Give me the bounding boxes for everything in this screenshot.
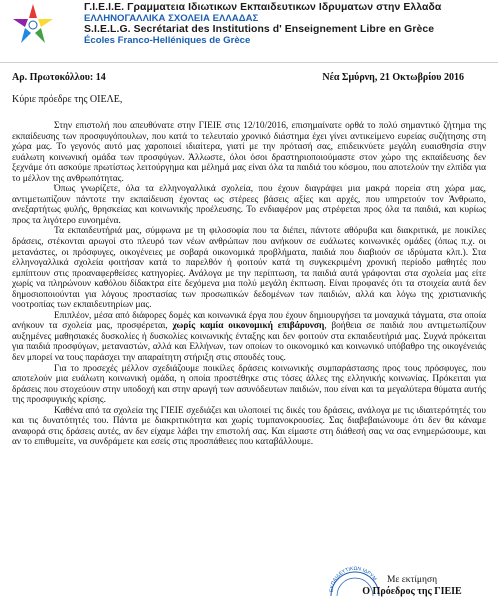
paragraph-4-end: , βοήθεια σε παιδιά που αντιμετωπίζουν αυξημένες μαθησιακές δυσκολίες ή δυσκολίες κοινωνικής ένταξης και δεν φοιτούν στα εκπαιδευτήριά μας. Συχνά πρόκειται για παιδιά προσφύγων, μεταναστών, αλλά και Ελλήνων, των οποίων το οικονομικό και κοινωνικό υπόβαθρο της οικογένειάς δεν μπορεί να τους παράσχει την απαραίτητη στήριξη στις σπουδές τους. [12, 321, 486, 364]
paragraph-3: Τα εκπαιδευτήριά μας, σύμφωνα με τη φιλοσοφία που τα διέπει, πάντοτε αθόρυβα και διακριτικά, με ποικίλες δράσεις, στέκονται αρωγοί στο πλευρό των νέων ανθρώπων που ανήκουν σε ευάλωτες κοινωνικές ομάδες (όπως π.χ. οι μετανάστες, οι πρόσφυγες, οικογένειες με σοβαρά οικονομικά προβλήματα, παιδιά που διαβιούν σε ιδρύματα κλπ.). Στα ελληνογαλλικά σχολεία φοιτήσαν κατά το παρελθόν ή φοιτούν κατά τη συγκεκριμένη χρονική περίοδο μαθητές που εμπίπτουν στις προαναφερθείσες κατηγορίες. Ανάλογα με την περίπτωση, τα παιδιά αυτά γράφονται στα σχολεία μας είτε χωρίς να πληρώνουν καθόλου δίδακτρα είτε δεχόμενα μια πολύ μεγάλη έκπτωση. Είναι προφανές ότι τα στοιχεία αυτά δεν δημοσιοποιούνται για λόγους προστασίας των προσωπικών δεδομένων των παιδιών, αλλά και λόγω της χριστιανικής νοοτροπίας των εκπαιδευτηρίων μας. [12, 226, 486, 311]
paragraph-4-start: Επιπλέον, μέσα από διάφορες δομές και κοινωνικά έργα που έχουν δημιουργήσει τα μοναχικά τάγματα, στα οποία ανήκουν τα σχολεία μας, προσφέρεται, [12, 310, 486, 332]
signatory-title: Ο Πρόεδρος της ΓΙΕΙΕ [362, 586, 462, 597]
letterhead-text [84, 2, 494, 46]
org-subtitle-greek: ΕΛΛΗΝΟΓΑΛΛΙΚΑ ΣΧΟΛΕΙΑ ΕΛΛΑΔΑΣ [84, 13, 259, 24]
paragraph-5: Για το προσεχές μέλλον σχεδιάζουμε ποικίλες δράσεις κοινωνικής συμπαράστασης προς τους πρόσφυγες, που αποτελούν μια ευάλωτη κοινωνική ομάδα, η οποία προστέθηκε στις τόσες άλλες της ελληνικής κοινωνίας. Πρόκειται για δράσεις που στοχεύουν στην υποδοχή και στην αρωγή των ασυνόδευτων παιδιών, που είναι και τα μεγαλύτερα θύματα αυτής της προσφυγικής κρίσης. [12, 363, 486, 406]
header-divider [0, 62, 498, 63]
org-subtitle-french: Écoles Franco-Helléniques de Grèce [84, 35, 251, 46]
paragraph-4-emphasis: χωρίς καμία οικονομική επιβάρυνση [172, 321, 325, 332]
paragraph-4 [12, 311, 486, 364]
closing-block [327, 575, 497, 597]
salutation: Κύριε πρόεδρε της ΟΙΕΛΕ, [12, 94, 123, 105]
letterhead [0, 0, 498, 64]
paragraph-6: Καθένα από τα σχολεία της ΓΙΕΙΕ σχεδιάζει και υλοποιεί τις δικές του δράσεις, ανάλογα με τις ιδιαιτερότητές του και τις δυνατότητές του. Πάντα με διακριτικότητα και χωρίς τυμπανοκρουσίες. Σας διαβεβαιώνουμε ότι δεν θα κάναμε αναφορά στις δράσεις αυτές, αν δεν είχαμε λάβει την επιστολή σας. Και είμαστε στη διάθεσή σας να σας ενημερώσουμε, και αν το επιθυμείτε, να συνδράμετε και εσείς στις προσπάθειες που καταβάλλουμε. [12, 405, 486, 448]
protocol-number: Αρ. Πρωτοκόλλου: 14 [12, 72, 106, 83]
org-name-french: S.I.E.L.G. Secrétariat des Institutions d' Enseignement Libre en Grèce [84, 24, 435, 35]
closing-regards: Με εκτίμηση [386, 575, 438, 585]
paragraph-1: Στην επιστολή που απευθύνατε στην ΓΙΕΙΕ στις 12/10/2016, επισημαίνατε ορθά το πολύ σημαντικό ζήτημα της εκπαίδευσης των προσφυγόπουλων, που κατά το τελευταίο χρονικό διάστημα έχει γίνει αντικείμενο ευρείας συζήτησης στη χώρα μας. Το γεγονός αυτό μας χαροποιεί ιδιαίτερα, γιατί με την πρότασή σας, επιδεικνύετε μεγάλη ευαισθησία στην ευάλωτη κοινωνική ομάδα των προσφύγων. Άλλωστε, όλοι όσοι δραστηριοποιούμαστε στον χώρο της εκπαίδευσης δεν ξεχνάμε ότι ασκούμε πρωτίστως λειτούργημα και μέλημά μας είναι όλα τα παιδιά του κόσμου, που αποτελούν την ελπίδα για το μέλλον της ανθρωπότητας. [12, 121, 486, 184]
letter-date: Νέα Σμύρνη, 21 Οκτωβρίου 2016 [322, 72, 464, 83]
paragraph-2: Όπως γνωρίζετε, όλα τα ελληνογαλλικά σχολεία, που έχουν διαγράψει μια μακρά πορεία στη χώρα μας, αντιμετωπίζουν πάντοτε την εκπαίδευση έχοντας ως στέρεες βάσεις αξίες και αρχές, που υπηρετούν τον Άνθρωπο, ανεξαρτήτως φυλής, θρησκείας και κοινωνικής προέλευσης. Το ενδιαφέρον μας στρέφεται προς όλα τα παιδιά, και κυρίως προς τα λιγότερο ευνοημένα. [12, 184, 486, 226]
letter-body [12, 121, 486, 448]
star-logo-icon [10, 2, 56, 48]
org-name-greek: Γ.Ι.Ε.Ι.Ε. Γραμματεια Ιδιωτικων Εκπαιδευτικων Ιδρυματων στην Ελλαδα [84, 2, 442, 13]
stamp-text: ΕΚΠΑΙΔΕΥΤΙΚΩΝ ΙΔΡΥΜ [328, 565, 378, 593]
